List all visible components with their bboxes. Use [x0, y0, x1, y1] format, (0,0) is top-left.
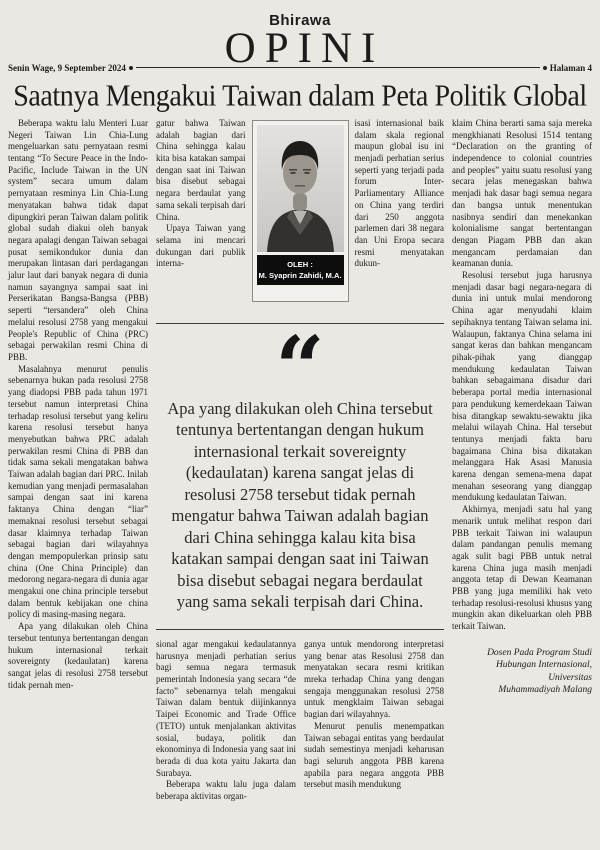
- column-3-bottom: [304, 639, 444, 803]
- credit-line: Muhammadiyah Malang: [498, 685, 592, 696]
- dateline-rule: [136, 67, 540, 68]
- column-2-bottom: [156, 639, 296, 803]
- column-2-top: [156, 118, 246, 316]
- column-3-top: [355, 118, 445, 316]
- paragraph: Masalahnya menurut penulis sebenarnya bukan pada resolusi 2758 yang diadopsi PBB pada tahun 1971 tersebut namun interpretasi China terhadap resolusi tersebut yang keliru karena resolusi tersebut hanya menyebutkan bahwa PRC adalah perwakilan resmi China di PBB dan tidak sama sekali mengatakan bahwa Taiwan adalah bagian dari PRC. Inilah kemudian yang menjadi permasalahan sampai dengan saat ini karena faktanya China dengan “liar” memaknai resolusi tersebut sebagai dasar klaimnya terhadap Taiwan sebagai bagian dari wilayahnya dengan mempopulerkan prinsip satu china (One China Principle) dan medorong negara-negara di dunia agar mengakui one china principle tersebut dalam bentuk kebijakan one china policy di masing-masing negara.: [8, 363, 148, 620]
- byline-label: OLEH :: [287, 259, 313, 269]
- column-4: [452, 118, 592, 803]
- paragraph: gatur bahwa Taiwan adalah bagian dari China sehingga kalau kita bisa katakan sampai dengan saat ini Taiwan bisa disebut sebagai negara berdaulat yang sama sekali terpisah dari China.: [156, 117, 246, 222]
- article-body: [8, 118, 592, 803]
- middle-section: [156, 118, 444, 803]
- brand-logo: Bhirawa: [269, 12, 331, 29]
- article-headline: Saatnya Mengakui Taiwan dalam Peta Politik Global: [13, 79, 587, 113]
- section-title: OPINI: [224, 25, 385, 72]
- paragraph: Upaya Taiwan yang selama ini mencari dukungan dari publik interna-: [156, 223, 246, 269]
- bullet-icon: [543, 66, 547, 70]
- quote-mark-icon: “: [275, 317, 325, 419]
- paragraph: Beberapa waktu lalu Menteri Luar Negeri Taiwan Lin Chia-Lung mengeluarkan satu pernyataan resmi tentang “To Secure Peace in the Indo-Pacific, Include Taiwan in the UN system” secara umum dalam pernyataan resminya Lin Chia-Lung menyatakan bahwa tidak dapat dipungkiri peran Taiwan dalam politik global sudah diakui oleh banyak negara apalagi dengan Taiwan sebagai pusat semikondukor dunia dan merupakan lintasan dari perdagangan jalur laut dari banyak negara di dunia namun sayangnya sampai saat ini Perserikatan Bangsa-Bangsa (PBB) seperti “tersandera” oleh China melalui resolusi 2758 yang mengakui People's Republic of China (PRC) sebagai perwakilan resmi China di PBB.: [8, 117, 148, 362]
- paragraph: Apa yang dilakukan oleh China tersebut tentunya bertentangan dengan hukum internasional terkait sovereignty (kedaulatan) karena sangat jelas di resolusi 2758 tersebut tidak pernah men-: [8, 621, 148, 690]
- pull-quote-text: Apa yang dilakukan oleh China tersebut tentunya bertentangan dengan hukum internasional terkait sovereignty (kedaulatan) karena sangat jelas di resolusi 2758 tersebut tidak pernah mengatur bahwa Taiwan adalah bagian dari China sehingga kalau kita bisa katakan sampai dengan saat ini Taiwan bisa disebut sebagai negara berdaulat yang sama sekali terpisah dari China.: [167, 398, 433, 612]
- paragraph: ganya untuk mendorong interpretasi yang benar atas Resolusi 2758 dan menyatakan secara resmi kritikan mreka terhadap China yang dengan sengaja menggunakan resolusi 2758 untuk mengklaim Taiwan sebagai bagian dari wilayahnya.: [304, 638, 444, 720]
- paragraph: isasi internasional baik dalam skala regional maupun global isu ini menjadi perhatian serius seperti yang terjadi pada forum Inter-Parliamentary Alliance on China yang terdiri dari 250 anggota parlemen dari 38 negara dan Uni Eropa secara resmi menyatakan dukun-: [354, 117, 444, 269]
- byline-box: [257, 255, 344, 285]
- byline-author: M. Syaprin Zahidi, M.A.: [258, 270, 342, 280]
- paragraph: Menurut penulis menempatkan Taiwan sebagai entitas yang berdaulat sudah semestinya menjadi keharusan bagi seluruh anggota PBB karena apabila para negara anggota PBB tersebut masih mendukung: [304, 720, 444, 790]
- paragraph: Resolusi tersebut juga harusnya menjadi dasar bagi negara-negara di dunia ini untuk mulai mendorong China agar menyudahi klaim sepihaknya tentang Taiwan selama ini. Walaupun, faktanya China selama ini sangat keras dan bahkan mengancam pihak-pihak yang dianggap mendukung kedaulatan Taiwan bahkan sebagaimana disadur dari beberapa portal media internasional para pendukung kemerdekaan Taiwan bisa ditangkap sewaktu-sewaktu jika melalui wilayah China. Hal tersebut tentunya menjadi fakta baru bagaimana China bisa dikatakan melanggara Hak Asasi Manusia karena dengan semena-mena dapat menahan seseorang yang dianggap mendukung kedaulatan Taiwan.: [452, 270, 592, 503]
- page-number: Halaman 4: [549, 62, 592, 73]
- masthead: [8, 4, 592, 73]
- pull-quote: [156, 317, 444, 630]
- paragraph: Akhirnya, menjadi satu hal yang menarik untuk melihat respon dari PBB terkait Taiwan ini walaupun dalam pandangan penulis memang agak sulit bagi PBB untuk netral karena China juga masih menjadi anggota tetap di Dewan Keamanan PBB yang juga memiliki hak veto terhadap resolusi-resolusi khusus yang mungkin akan dikeluarkan oleh PBB terkait Taiwan.: [452, 504, 592, 632]
- author-credit: [452, 647, 592, 697]
- paragraph: klaim China berarti sama saja mereka mengkhianati Resolusi 1514 tentang “Declaration on the granting of independence to colonial countries and peoples” yaitu suatu resolusi yang secara jelas menegaskan bahwa menjadi hak dasar bagi semua negara dan bangsa untuk menentukan nasibnya sendiri dan menekankan kolonialisme sangat bertentangan dengan Piagam PBB dan akan mengancam perdamaian dan keamanan dunia.: [452, 117, 592, 269]
- credit-line: Hubungan Internasional, Universitas: [495, 660, 592, 683]
- credit-line: Dosen Pada Program Studi: [487, 647, 592, 658]
- author-portrait: [257, 125, 344, 252]
- author-photo-block: [252, 120, 349, 302]
- column-1: [8, 118, 148, 803]
- middle-top-row: [156, 118, 444, 316]
- middle-bottom-row: [156, 639, 444, 803]
- edition-date: Senin Wage, 9 September 2024: [8, 62, 126, 73]
- paragraph: Beberapa waktu lalu juga dalam beberapa aktivitas organ-: [156, 779, 296, 802]
- bullet-icon: [129, 66, 133, 70]
- paragraph: sional agar mengakui kedaulatannya harusnya menjadi perhatian serius bagi semua negara termasuk pemerintah Indonesia yang secara “de facto” sebenarnya telah mengakui Taiwan dalam bentuk diijinkannya Taipei Economic and Trade Office (TETO) untuk menjalankan aktivitas sosial, budaya, politik dan ekonominya di Indonesia yang saat ini berada di dua kota yaitu Jakarta dan Surabaya.: [156, 638, 296, 778]
